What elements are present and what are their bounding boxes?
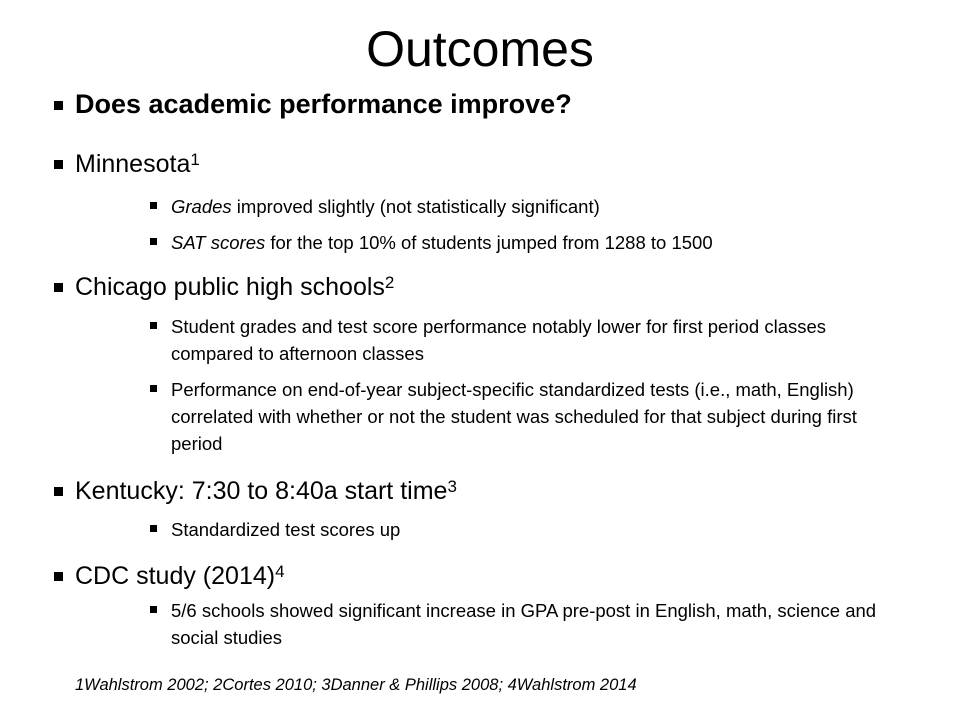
sub-bullet-cdc-gpa xyxy=(171,597,911,651)
bullet-cdc-label: CDC study (2014) xyxy=(75,562,276,590)
square-bullet-icon xyxy=(54,101,63,110)
question-bullet xyxy=(75,88,572,120)
bullet-cdc xyxy=(75,560,285,592)
square-bullet-icon xyxy=(54,283,63,292)
square-bullet-icon xyxy=(150,202,157,209)
footnote-ref: 1 xyxy=(190,150,200,169)
footnote-ref: 4 xyxy=(275,562,285,581)
bullet-kentucky-label: Kentucky: 7:30 to 8:40a start time xyxy=(75,477,448,505)
square-bullet-icon xyxy=(54,160,63,169)
bullet-chicago xyxy=(75,271,394,303)
sub-bullet-emphasis: SAT scores xyxy=(171,232,266,253)
square-bullet-icon xyxy=(150,238,157,245)
square-bullet-icon xyxy=(150,606,157,613)
sub-bullet-text: Performance on end-of-year subject-specific standardized tests (i.e., math, English) correlated with whether or not the student was scheduled for that subject during first period xyxy=(171,379,857,454)
sub-bullet-grades xyxy=(171,193,911,220)
sub-bullet-chicago-grades xyxy=(171,313,911,367)
sub-bullet-text: improved slightly (not statistically significant) xyxy=(231,196,600,217)
sub-bullet-text: for the top 10% of students jumped from 1288 to 1500 xyxy=(265,232,713,253)
sub-bullet-chicago-tests xyxy=(171,376,911,457)
bullet-minnesota xyxy=(75,148,200,180)
bullet-chicago-label: Chicago public high schools xyxy=(75,273,385,301)
sub-bullet-text: Student grades and test score performance notably lower for first period classes compared to afternoon classes xyxy=(171,316,827,364)
question-text: Does academic performance improve? xyxy=(75,89,572,119)
square-bullet-icon xyxy=(54,487,63,496)
sub-bullet-text: 5/6 schools showed significant increase in GPA pre-post in English, math, science and social studies xyxy=(171,600,877,648)
sub-bullet-text: Standardized test scores up xyxy=(171,519,401,540)
sub-bullet-emphasis: Grades xyxy=(171,196,232,217)
footnote-ref: 2 xyxy=(384,273,395,292)
square-bullet-icon xyxy=(54,572,63,581)
references-footnote: 1Wahlstrom 2002; 2Cortes 2010; 3Danner & Phillips 2008; 4Wahlstrom 2014 xyxy=(75,676,637,694)
square-bullet-icon xyxy=(150,322,157,329)
footnote-ref: 3 xyxy=(447,477,457,496)
square-bullet-icon xyxy=(150,385,157,392)
sub-bullet-sat xyxy=(171,229,911,256)
square-bullet-icon xyxy=(150,525,157,532)
slide-title: Outcomes xyxy=(366,21,594,77)
bullet-kentucky xyxy=(75,475,457,507)
sub-bullet-kentucky-scores xyxy=(171,516,911,543)
bullet-minnesota-label: Minnesota xyxy=(75,150,191,178)
